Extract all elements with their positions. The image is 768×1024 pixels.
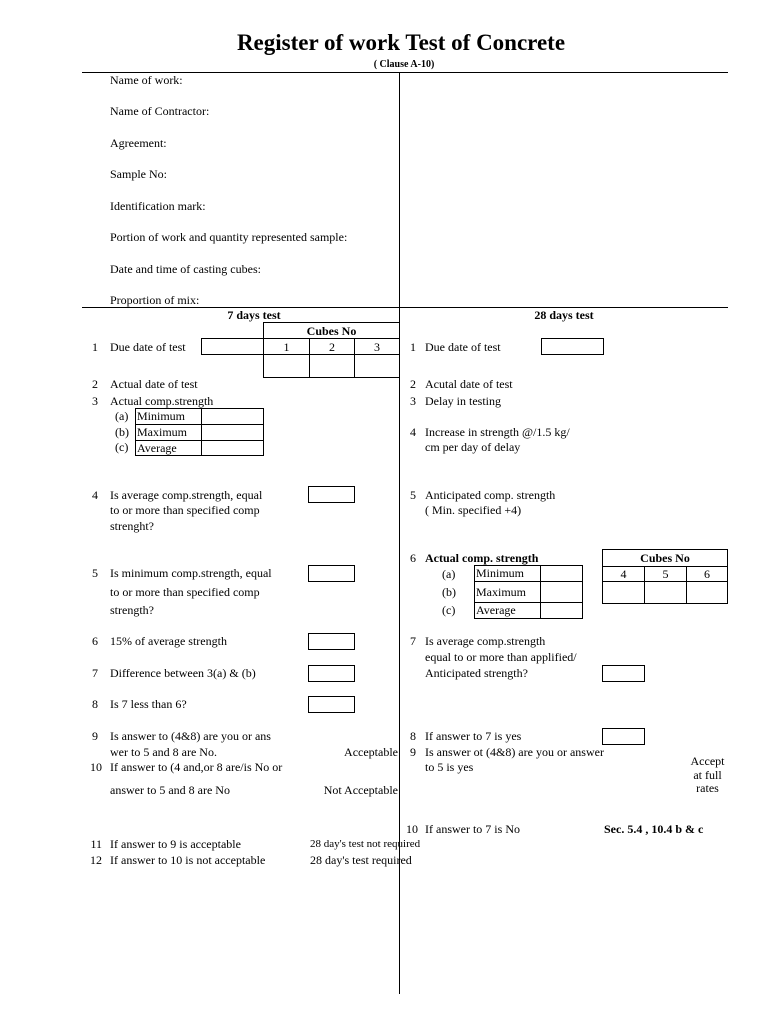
left-item-9-line-2: wer to 5 and 8 are No. [110,745,217,759]
left-item-2-num: 2 [92,377,98,391]
left-item-7-answer-box[interactable] [308,665,355,682]
clause-label: ( Clause A-10) [373,59,435,70]
left-item-9-num: 9 [92,729,98,743]
left-item-9-line-1: Is answer to (4&8) are you or ans [110,729,271,743]
right-item-10-num: 10 [406,822,418,836]
right-cube-6-value[interactable] [686,581,728,604]
right-cube-5-value[interactable] [644,581,687,604]
left-item-2-text: Actual date of test [110,377,198,391]
right-due-date-cell[interactable] [541,338,604,355]
right-item-2-text: Acutal date of test [425,377,513,391]
right-item-1-num: 1 [410,340,416,354]
identification-mark-label: Identification mark: [110,199,206,213]
section-rule [82,307,728,308]
right-cube-6-number: 6 [704,567,710,581]
left-item-6-text: 15% of average strength [110,634,227,648]
left-item-11-text: If answer to 9 is acceptable [110,837,241,851]
portion-of-work-label: Portion of work and quantity represented sample: [110,230,348,244]
right-item-5-line-1: Anticipated comp. strength [425,488,556,502]
right-item-4-line-1: Increase in strength @/1.5 kg/ [425,425,570,439]
left-cube-2-number: 2 [329,340,335,354]
twenty-eight-days-heading: 28 days test [534,308,594,322]
right-item-4-line-2: cm per day of delay [425,440,521,454]
left-item-4-line-2: to or more than specified comp [110,503,260,517]
left-item-6-answer-box[interactable] [308,633,355,650]
proportion-of-mix-label: Proportion of mix: [110,293,200,307]
right-item-3-text: Delay in testing [425,394,501,408]
left-item-10-line-2: answer to 5 and 8 are No [110,783,230,797]
right-item-8-answer-box[interactable] [602,728,645,745]
right-item-2-num: 2 [410,377,416,391]
right-item-7-answer-box[interactable] [602,665,645,682]
left-item-1-num: 1 [92,340,98,354]
left-cube-3-value[interactable] [354,354,400,378]
right-item-9-num: 9 [410,745,416,759]
left-item-3-num: 3 [92,394,98,408]
right-item-9-line-2: to 5 is yes [425,760,474,774]
left-sub-c-value[interactable] [201,440,264,456]
left-item-5-num: 5 [92,566,98,580]
right-item-9-result-line-3: rates [696,781,719,795]
right-item-6-text: Actual comp. strength [425,551,539,565]
left-item-8-text: Is 7 less than 6? [110,697,187,711]
agreement-label: Agreement: [110,136,167,150]
seven-days-heading: 7 days test [227,308,281,322]
left-item-5-line-2: to or more than specified comp [110,585,260,599]
right-item-8-num: 8 [410,729,416,743]
right-sub-a-value[interactable] [540,565,583,582]
left-item-5-answer-box[interactable] [308,565,355,582]
left-item-5-line-3: strength? [110,603,154,617]
left-sub-c-text: Average [137,441,177,455]
left-item-12-num: 12 [90,853,102,867]
left-item-4-line-1: Is average comp.strength, equal [110,488,263,502]
left-item-7-num: 7 [92,666,98,680]
right-item-5-line-2: ( Min. specified +4) [425,503,522,517]
left-due-date-cell[interactable] [201,338,264,355]
left-sub-b-text: Maximum [137,425,187,439]
right-cubes-no-label: Cubes No [640,551,690,565]
right-sub-b-label: (b) [442,585,456,599]
left-sub-a-value[interactable] [201,408,264,425]
right-sub-b-text: Maximum [476,585,526,599]
left-sub-c-label: (c) [115,440,129,454]
left-item-11-num: 11 [90,837,102,851]
left-item-8-answer-box[interactable] [308,696,355,713]
right-item-7-line-3: Anticipated strength? [425,666,528,680]
right-item-7-line-1: Is average comp.strength [425,634,546,648]
right-item-8-text: If answer to 7 is yes [425,729,522,743]
left-item-10-num: 10 [90,760,102,774]
left-item-7-text: Difference between 3(a) & (b) [110,666,256,680]
right-sub-a-text: Minimum [476,566,525,580]
right-item-9-result-line-2: at full [693,768,722,782]
left-sub-a-text: Minimum [137,409,186,423]
name-of-contractor-label: Name of Contractor: [110,104,210,118]
right-item-7-num: 7 [410,634,416,648]
left-sub-b-label: (b) [115,425,129,439]
right-item-4-num: 4 [410,425,416,439]
left-cube-2-value[interactable] [309,354,355,378]
right-item-9-result-line-1: Accept [690,754,725,768]
left-cube-3-number: 3 [374,340,380,354]
left-item-4-line-3: strenght? [110,519,154,533]
right-sub-b-value[interactable] [540,581,583,603]
right-sub-c-text: Average [476,603,516,617]
left-item-5-line-1: Is minimum comp.strength, equal [110,566,272,580]
right-sub-c-value[interactable] [540,602,583,619]
left-item-11-result: 28 day's test not required [310,838,421,850]
right-cube-5-number: 5 [662,567,669,581]
left-cube-1-number: 1 [283,340,290,354]
casting-date-label: Date and time of casting cubes: [110,262,261,276]
left-item-3-text: Actual comp.strength [110,394,214,408]
left-item-10-result: Not Acceptable [323,783,398,797]
right-item-5-num: 5 [410,488,416,502]
left-cube-1-value[interactable] [263,354,310,378]
sample-no-label: Sample No: [110,167,167,181]
left-item-6-num: 6 [92,634,98,648]
left-item-12-text: If answer to 10 is not acceptable [110,853,266,867]
right-item-10-result: Sec. 5.4 , 10.4 b & c [604,822,704,836]
right-item-9-line-1: Is answer ot (4&8) are you or answer [425,745,604,759]
left-sub-a-label: (a) [115,409,129,423]
left-item-4-answer-box[interactable] [308,486,355,503]
right-item-10-text: If answer to 7 is No [425,822,520,836]
right-sub-c-label: (c) [442,603,456,617]
left-item-12-result: 28 day's test required [310,853,412,867]
right-item-3-num: 3 [410,394,416,408]
right-cube-4-number: 4 [620,567,627,581]
right-cube-4-value[interactable] [602,581,645,604]
left-item-4-num: 4 [92,488,98,502]
right-item-1-text: Due date of test [425,340,501,354]
left-item-10-line-1: If answer to (4 and,or 8 are/is No or [110,760,283,774]
left-item-8-num: 8 [92,697,98,711]
name-of-work-label: Name of work: [110,73,183,87]
left-item-1-text: Due date of test [110,340,186,354]
right-sub-a-label: (a) [442,567,456,581]
left-cubes-no-label: Cubes No [306,324,357,338]
page-title: Register of work Test of Concrete [236,30,566,55]
right-item-7-line-2: equal to or more than applified/ [425,650,577,664]
right-item-6-num: 6 [410,551,416,565]
left-item-9-result: Acceptable [344,745,398,759]
left-sub-b-value[interactable] [201,424,264,441]
